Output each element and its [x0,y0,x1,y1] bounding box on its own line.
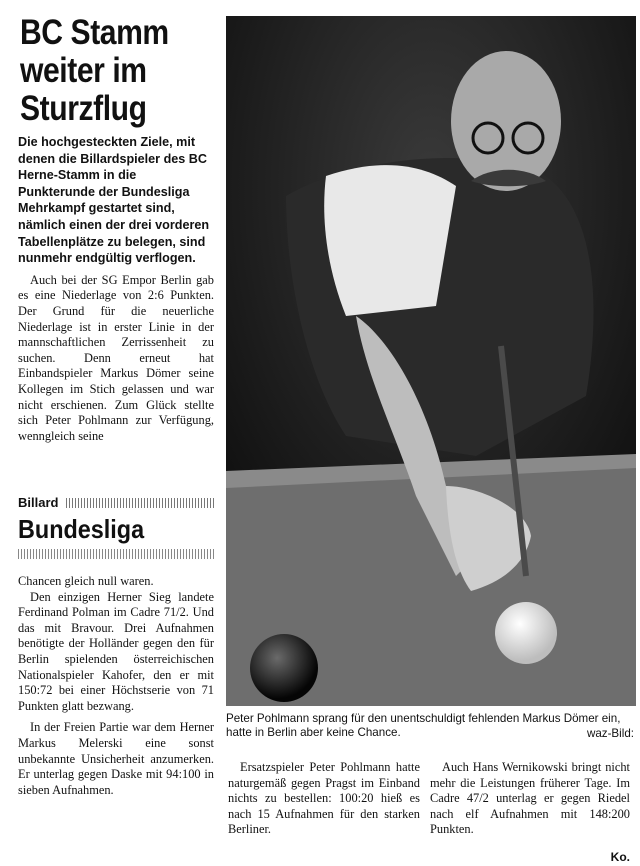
photo-credit: waz-Bild: [586,726,634,740]
body-paragraph-3: In der Freien Partie war dem Herner Markus Melerski eine sonst unbekannte Unsicherheit anzumerken. Er unterlag gegen Daske mit 94:100 in sieben Aufnahmen. [18,720,214,797]
headline [20,14,218,128]
section-rubric [18,495,214,559]
body-paragraph-1: Auch bei der SG Empor Berlin gab es eine Niederlage von 2:6 Punkten. Der Grund für die neuerliche Niederlage ist in erster Linie in der mannschaftlichen Zerrissenheit zu suchen. Denn erneut hat Einbandspieler Markus Dömer seine Kollegen im Stich gelassen und war nicht erschienen. Zum Glück stellte sich Peter Pohlmann zur Verfügung, wenngleich seine [18,272,214,443]
billiard-player-photo [226,16,636,706]
headline-line-3: Sturzflug [20,89,147,128]
body-paragraph-1-cont: Chancen gleich null waren. [18,574,154,588]
rubric-billard-label: Billard [18,495,59,510]
rubric-bundesliga: Bundesliga [18,514,145,544]
body-paragraph-4: Ersatzspieler Peter Pohlmann hatte naturgemäß gegen Pragst im Einband nichts zu bestellen: 100:20 hieß es nach 15 Aufnahmen für den starken Berliner. [228,760,420,837]
lead-paragraph: Die hochgesteckten Ziele, mit denen die Billardspieler des BC Herne-Stamm in die Punkterunde der Bundesliga Mehrkampf gestartet sind, nämlich einen der drei vorderen Tabellenplätze zu belegen, sind nunmehr endgültig verflogen. [18,135,210,266]
photo-caption [226,712,634,741]
left-column [18,14,214,444]
rubric-stripe [66,498,214,508]
rubric-band [18,549,214,559]
rubric-billard [18,495,214,511]
bottom-column-2 [430,760,630,838]
left-column-continued [18,574,214,798]
body-paragraph-5: Auch Hans Wernikowski bringt nicht mehr die Leistungen früherer Tage. Im Cadre 47/2 unterlag er gegen Riedel nach elf Aufnahmen mit 148:200 Punkten. [430,760,630,837]
headline-line-1: BC Stamm [20,13,169,52]
headline-line-2: weiter im [20,51,147,90]
author-signature: Ko. [610,850,630,864]
photo-image [226,16,636,706]
caption-text: Peter Pohlmann sprang für den unentschuldigt fehlenden Markus Dömer ein, hatte in Berlin aber keine Chance. [226,712,621,740]
body-paragraph-2: Den einzigen Herner Sieg landete Ferdinand Polman im Cadre 71/2. Und das mit Bravour. Drei Aufnahmen benötigte der Holländer gegen den für Berlin spielenden österreichischen Nationalspieler Kahofer, den er mit 150:72 bei einer Höchstserie von 71 Punkten glatt bezwang. [18,589,214,713]
bottom-column-1 [228,760,420,838]
